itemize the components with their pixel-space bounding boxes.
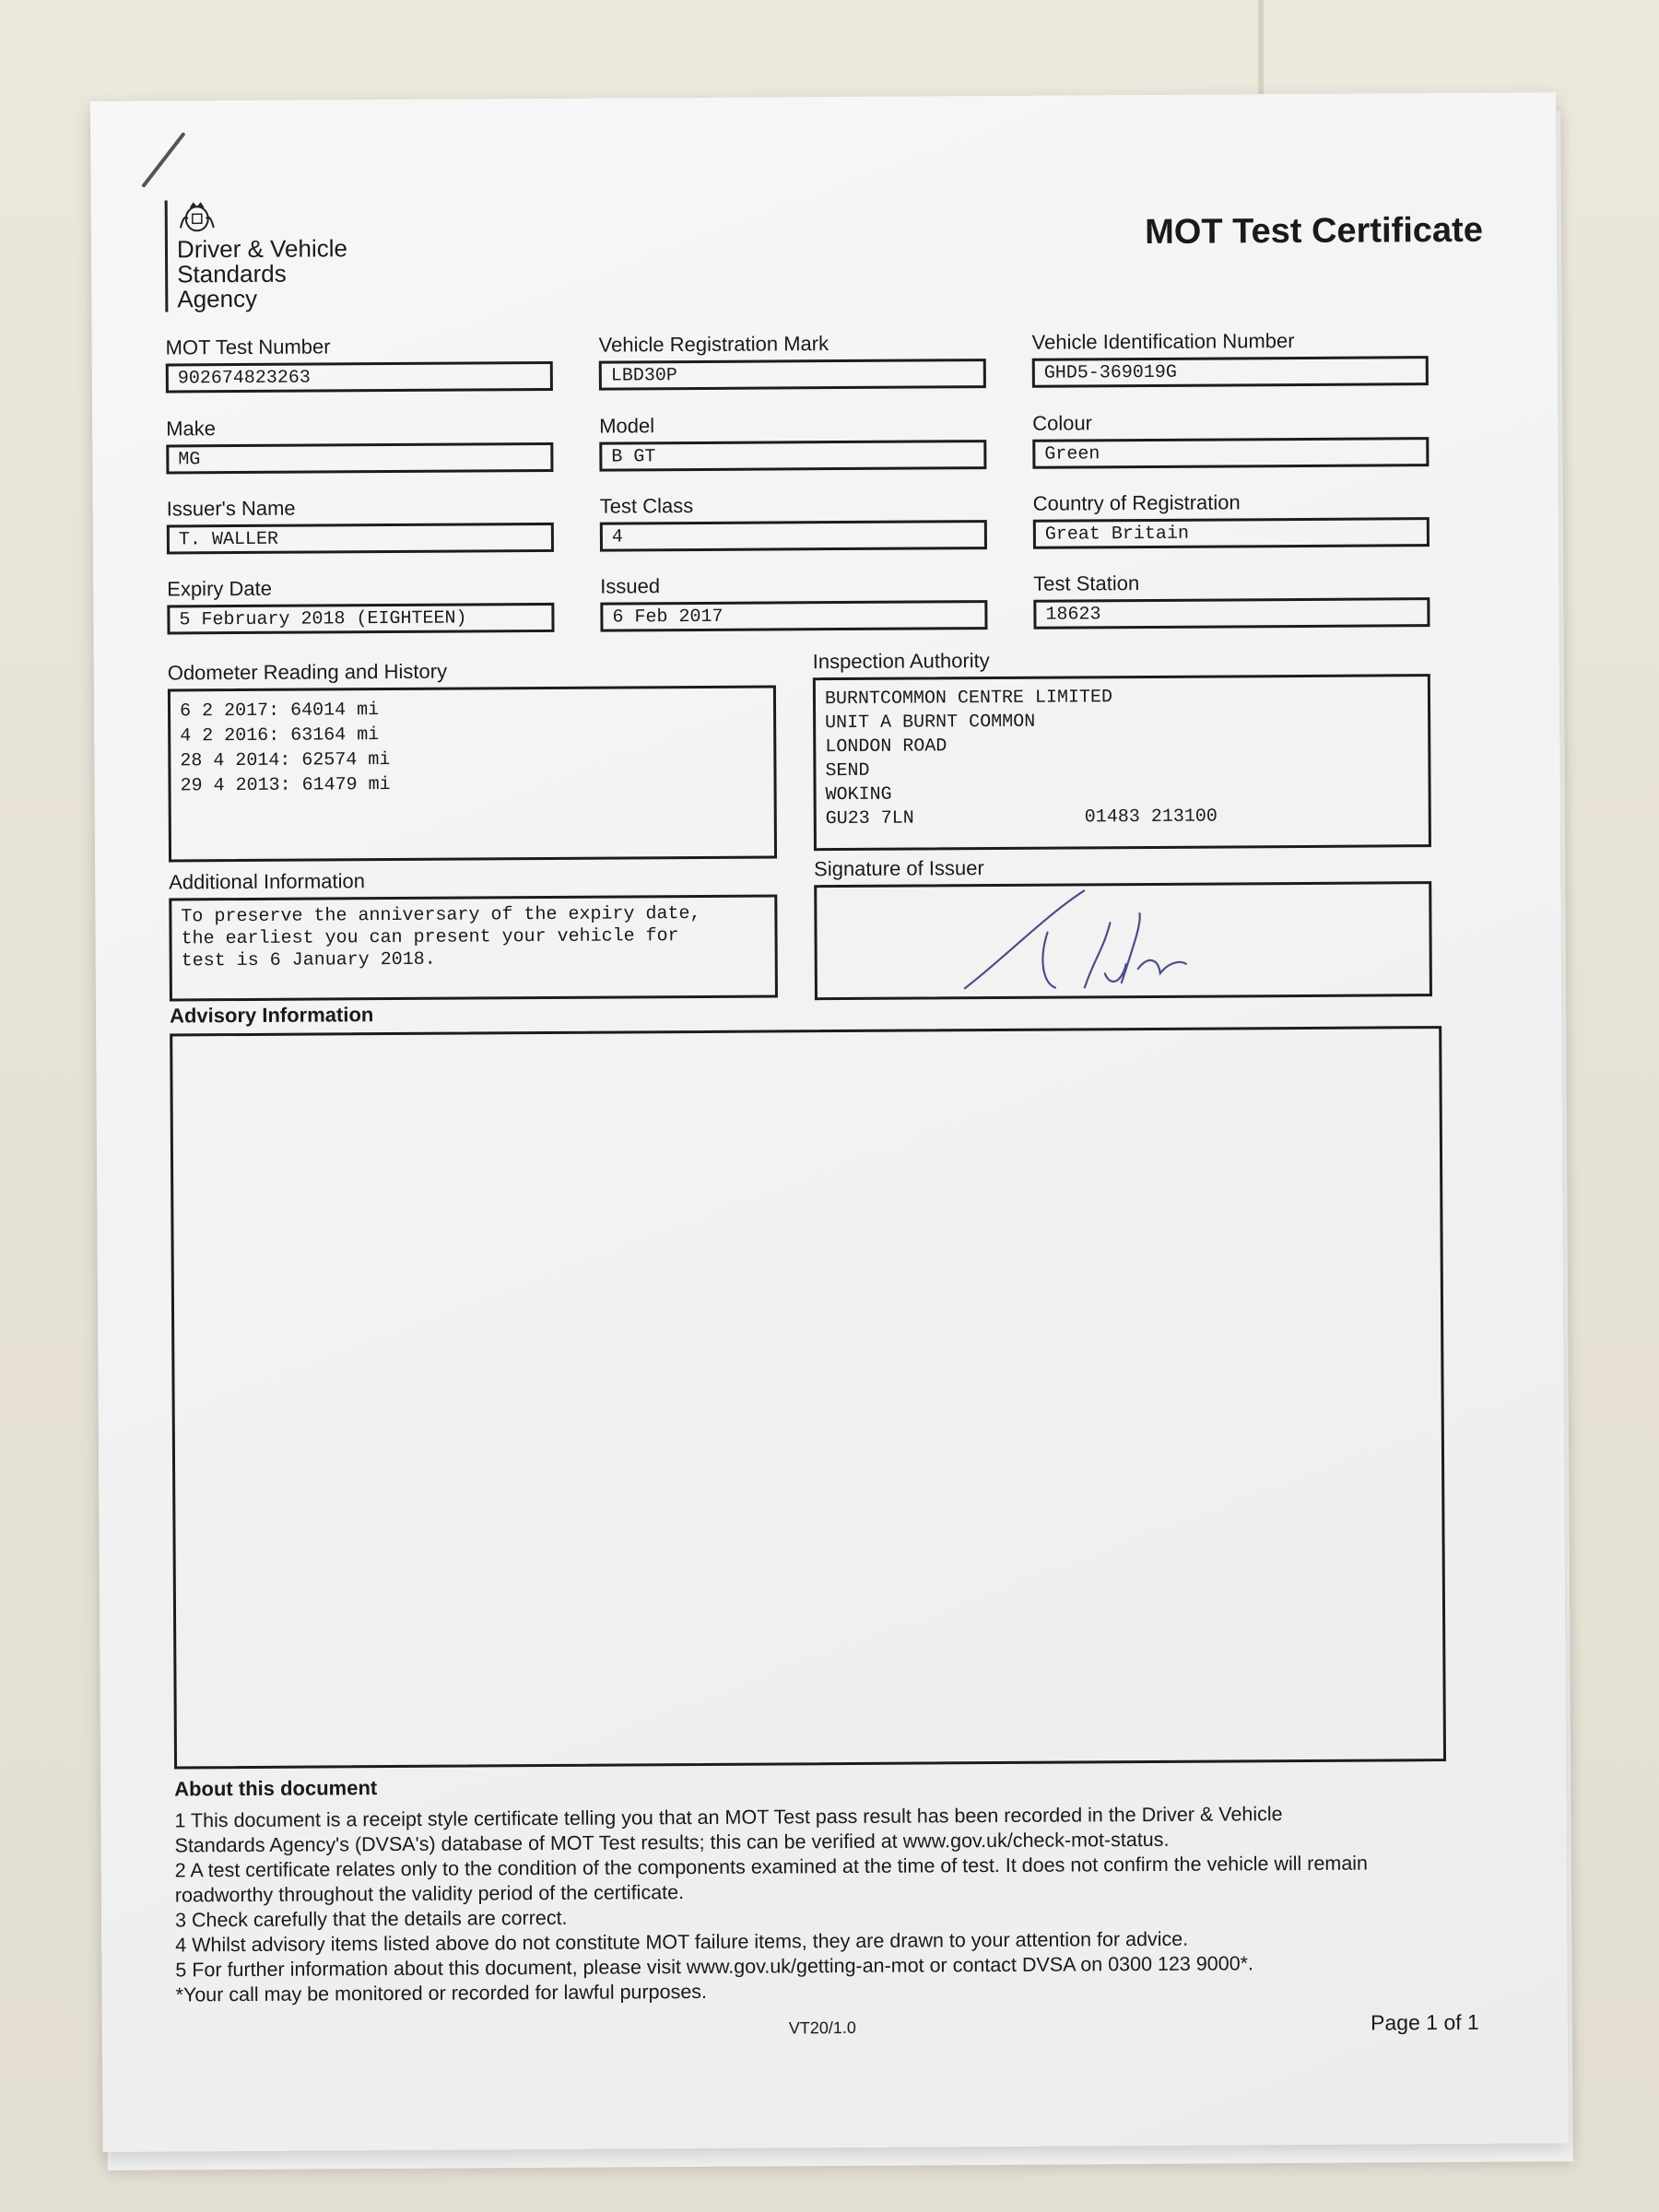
mot-certificate-page bbox=[90, 92, 1569, 2152]
make-field bbox=[166, 415, 553, 475]
authority-postcode: GU23 7LN bbox=[825, 807, 914, 830]
authority-address-line: UNIT A BURNT COMMON bbox=[825, 711, 1036, 735]
registration-mark-label: Vehicle Registration Mark bbox=[598, 332, 830, 357]
agency-name: Driver & Vehicle Standards Agency bbox=[176, 234, 348, 313]
make-value: MG bbox=[166, 442, 553, 475]
country-label: Country of Registration bbox=[1032, 490, 1241, 515]
about-line: 1 This document is a receipt style certificate telling you that an MOT Test pass result has been recorded in the Driver & Vehicle bbox=[174, 1803, 1283, 1832]
document-title: MOT Test Certificate bbox=[1145, 210, 1484, 253]
about-line: Standards Agency's (DVSA's) database of MOT Test results; this can be verified at www.gov.uk/check-mot-status. bbox=[174, 1828, 1170, 1857]
about-line: 2 A test certificate relates only to the condition of the components examined at the time of test. It does not confirm the vehicle will remain bbox=[174, 1852, 1369, 1882]
authority-address-line: SEND bbox=[825, 759, 870, 782]
expiry-date-field bbox=[167, 575, 554, 635]
agency-logo-block bbox=[165, 199, 381, 312]
inspection-authority-section bbox=[813, 646, 1431, 851]
issued-field bbox=[600, 572, 987, 632]
inspection-authority-label: Inspection Authority bbox=[812, 649, 990, 674]
additional-info-line: To preserve the anniversary of the expiry date, bbox=[181, 902, 701, 928]
additional-info-section bbox=[169, 866, 778, 1001]
background-fixture bbox=[1258, 0, 1264, 101]
colour-field bbox=[1032, 409, 1429, 469]
form-code: VT20/1.0 bbox=[788, 2018, 856, 2038]
expiry-date-label: Expiry Date bbox=[167, 576, 273, 601]
about-line: 4 Whilst advisory items listed above do not constitute MOT failure items, they are drawn to your attention for advice. bbox=[175, 1927, 1189, 1957]
colour-value: Green bbox=[1032, 437, 1429, 469]
authority-postcode-row bbox=[826, 804, 1419, 831]
vin-value: GHD5-369019G bbox=[1032, 356, 1429, 388]
royal-crest-icon bbox=[177, 200, 218, 233]
model-value: B GT bbox=[599, 440, 986, 472]
expiry-date-value: 5 February 2018 (EIGHTEEN) bbox=[167, 603, 554, 635]
country-field bbox=[1033, 489, 1430, 549]
staple bbox=[141, 132, 185, 188]
advisory-section bbox=[170, 996, 1446, 1769]
signature-label: Signature of Issuer bbox=[814, 856, 984, 881]
vin-label: Vehicle Identification Number bbox=[1031, 329, 1295, 354]
authority-phone: 01483 213100 bbox=[1084, 806, 1218, 829]
about-line: *Your call may be monitored or recorded for lawful purposes. bbox=[175, 1980, 708, 2006]
about-title: About this document bbox=[174, 1776, 378, 1801]
odometer-section bbox=[168, 657, 777, 862]
additional-info-line: the earliest you can present your vehicle for bbox=[181, 925, 679, 950]
mot-test-number-label: MOT Test Number bbox=[165, 335, 331, 359]
odometer-entry: 29 4 2013: 61479 mi bbox=[180, 774, 391, 797]
colour-label: Colour bbox=[1032, 411, 1093, 435]
mot-test-number-value: 902674823263 bbox=[166, 361, 553, 394]
issued-value: 6 Feb 2017 bbox=[600, 600, 987, 632]
test-station-value: 18623 bbox=[1033, 597, 1430, 629]
authority-address-line: LONDON ROAD bbox=[825, 735, 947, 759]
country-value: Great Britain bbox=[1033, 517, 1430, 549]
model-field bbox=[599, 412, 986, 472]
about-line: 3 Check carefully that the details are correct. bbox=[174, 1906, 568, 1932]
model-label: Model bbox=[599, 414, 655, 438]
test-class-label: Test Class bbox=[599, 494, 694, 518]
about-line: 5 For further information about this document, please visit www.gov.uk/getting-an-mot or contact DVSA on 0300 123 9000*. bbox=[175, 1952, 1254, 1982]
odometer-entry: 4 2 2016: 63164 mi bbox=[180, 724, 380, 747]
issuer-name-value: T. WALLER bbox=[167, 523, 554, 555]
odometer-entry: 6 2 2017: 64014 mi bbox=[179, 700, 380, 723]
signature-section bbox=[814, 853, 1432, 1000]
odometer-entry: 28 4 2014: 62574 mi bbox=[180, 749, 391, 772]
handwritten-signature bbox=[817, 884, 1430, 997]
advisory-box bbox=[170, 1026, 1446, 1769]
issuer-name-label: Issuer's Name bbox=[166, 496, 296, 521]
odometer-box bbox=[168, 685, 777, 862]
make-label: Make bbox=[166, 417, 217, 441]
page-number: Page 1 of 1 bbox=[1371, 2009, 1479, 2035]
mot-test-number-field bbox=[166, 334, 553, 394]
registration-mark-field bbox=[599, 331, 986, 391]
test-class-value: 4 bbox=[600, 520, 987, 552]
vin-field bbox=[1032, 328, 1429, 388]
registration-mark-value: LBD30P bbox=[599, 359, 986, 391]
additional-info-box bbox=[169, 894, 778, 1001]
about-line: roadworthy throughout the validity period of the certificate. bbox=[174, 1881, 685, 1907]
test-class-field bbox=[600, 492, 987, 552]
advisory-label: Advisory Information bbox=[169, 1003, 374, 1028]
about-section bbox=[174, 1769, 1485, 2008]
inspection-authority-box bbox=[813, 674, 1431, 851]
additional-info-label: Additional Information bbox=[169, 869, 366, 894]
odometer-label: Odometer Reading and History bbox=[167, 659, 448, 685]
issuer-name-field bbox=[167, 495, 554, 555]
authority-address-line: WOKING bbox=[825, 783, 892, 806]
test-station-label: Test Station bbox=[1033, 571, 1140, 595]
signature-box bbox=[814, 881, 1432, 1000]
issued-label: Issued bbox=[600, 574, 661, 598]
authority-address-line: BURNTCOMMON CENTRE LIMITED bbox=[824, 687, 1113, 711]
additional-info-line: test is 6 January 2018. bbox=[181, 948, 436, 972]
test-station-field bbox=[1033, 570, 1430, 629]
